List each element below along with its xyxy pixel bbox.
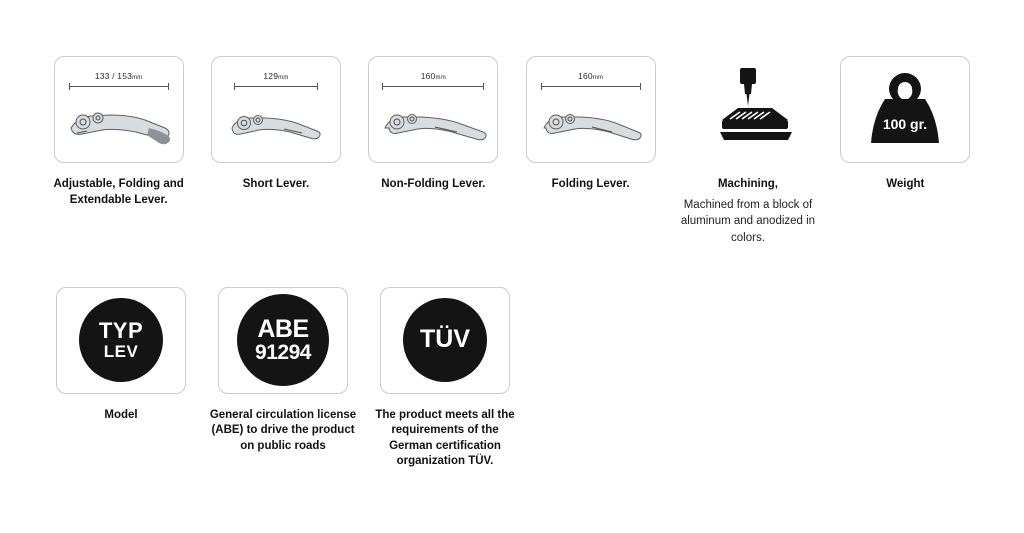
dimension-annotation (212, 71, 340, 90)
dimension-label: 133 / 153mm (94, 71, 143, 81)
tuv-tile (380, 287, 510, 394)
lever-non-folding-icon (377, 104, 489, 146)
feature-caption: Weight (886, 178, 925, 190)
abe-badge-line1: ABE (257, 314, 309, 343)
abe-tile (218, 287, 348, 394)
feature-weight (827, 56, 984, 193)
cnc-machining-icon (700, 62, 796, 158)
feature-subcaption: Machined from a block of aluminum and anodized in colors. (680, 198, 816, 244)
dimension-annotation (55, 71, 183, 90)
feature-caption: The product meets all the requirements of the German certification organization TÜV. (375, 408, 515, 468)
lever-folding-icon (536, 104, 646, 146)
feature-caption: General circulation license (ABE) to drive the product on public roads (209, 408, 357, 452)
lever-tile (526, 56, 656, 163)
tuv-badge-label: TÜV (420, 325, 470, 354)
feature-non-folding-lever (355, 56, 512, 193)
model-badge-line1: TYP (98, 318, 144, 344)
model-badge-line2: LEV (103, 341, 139, 361)
feature-row-secondary (40, 287, 984, 470)
dimension-label: 129mm (263, 71, 289, 81)
feature-caption: Non-Folding Lever. (381, 178, 486, 190)
weight-kettlebell-icon (857, 65, 953, 155)
dimension-label: 160mm (420, 71, 446, 81)
feature-caption: Folding Lever. (551, 178, 630, 190)
abe-badge-line2: 91294 (255, 341, 311, 365)
feature-model (40, 287, 202, 424)
feature-short-lever (197, 56, 354, 193)
weight-value-label: 100 gr. (883, 115, 928, 132)
feature-tuv-certification (364, 287, 526, 470)
feature-caption: Machining, (717, 178, 778, 190)
model-badge-icon (79, 298, 163, 382)
tuv-badge-icon (403, 298, 487, 382)
model-tile (56, 287, 186, 394)
weight-tile (840, 56, 970, 163)
lever-tile (368, 56, 498, 163)
feature-row-primary (40, 56, 984, 247)
dimension-label: 160mm (578, 71, 604, 81)
abe-badge-icon (237, 294, 329, 386)
feature-caption: Short Lever. (242, 178, 310, 190)
dimension-annotation (369, 71, 497, 90)
dimension-line (541, 83, 641, 90)
lever-adjustable-icon (63, 102, 175, 146)
lever-tile (54, 56, 184, 163)
feature-folding-lever (512, 56, 669, 193)
dimension-line (382, 83, 484, 90)
machining-tile (683, 56, 813, 163)
dimension-line (234, 83, 318, 90)
feature-abe-license (202, 287, 364, 455)
feature-caption: Model (104, 408, 138, 421)
dimension-annotation (527, 71, 655, 90)
dimension-line (69, 83, 169, 90)
lever-tile (211, 56, 341, 163)
lever-short-icon (224, 106, 328, 146)
feature-caption: Adjustable, Folding and Extendable Lever. (53, 178, 184, 206)
feature-adjustable-folding-extendable (40, 56, 197, 208)
feature-machining (669, 56, 826, 247)
